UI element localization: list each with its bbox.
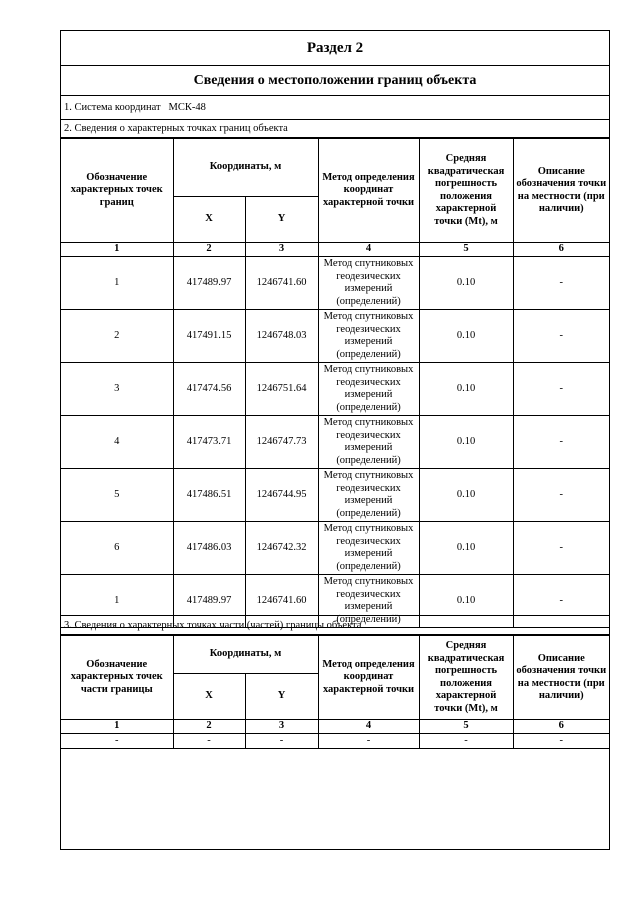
point-method: Метод спутниковых геодезических измерений (определений) (318, 257, 419, 310)
point-x: 417486.03 (173, 522, 245, 575)
header-error: Средняя квадратическая погрешность положения характерной точки (Mt), м (419, 139, 513, 243)
coord-system-line (61, 96, 609, 120)
header-part-point-designation: Обозначение характерных точек части границы (61, 636, 173, 720)
point-x: 417491.15 (173, 310, 245, 363)
column-number-row (61, 720, 609, 734)
header-method: Метод определения координат характерной точки (318, 139, 419, 243)
points-heading: 2. Сведения о характерных точках границ объекта (61, 120, 609, 138)
column-number: 1 (61, 243, 173, 257)
table-row (61, 522, 609, 575)
table-row (61, 363, 609, 416)
header-description: Описание обозначения точки на местности (при наличии) (513, 636, 609, 720)
header-method: Метод определения координат характерной точки (318, 636, 419, 720)
point-method: Метод спутниковых геодезических измерений (определений) (318, 416, 419, 469)
point-description: - (513, 257, 609, 310)
point-method: Метод спутниковых геодезических измерений (определений) (318, 469, 419, 522)
header-y: Y (245, 197, 318, 243)
empty-cell: - (419, 734, 513, 749)
header-y: Y (245, 674, 318, 720)
point-x: 417486.51 (173, 469, 245, 522)
point-y: 1246741.60 (245, 257, 318, 310)
table-row (61, 734, 609, 749)
point-description: - (513, 522, 609, 575)
point-x: 417489.97 (173, 257, 245, 310)
column-number: 2 (173, 720, 245, 734)
point-method: Метод спутниковых геодезических измерений (определений) (318, 522, 419, 575)
point-y: 1246744.95 (245, 469, 318, 522)
point-error: 0.10 (419, 522, 513, 575)
coord-system-label: 1. Система координат (64, 102, 161, 113)
empty-cell: - (61, 734, 173, 749)
header-x: X (173, 674, 245, 720)
point-id: 5 (61, 469, 173, 522)
point-description: - (513, 310, 609, 363)
part-points-table (61, 635, 609, 749)
column-number: 4 (318, 243, 419, 257)
column-number: 1 (61, 720, 173, 734)
point-id: 1 (61, 257, 173, 310)
empty-cell: - (513, 734, 609, 749)
header-point-designation: Обозначение характерных точек границ (61, 139, 173, 243)
point-id: 1 (61, 575, 173, 628)
point-x: 417474.56 (173, 363, 245, 416)
column-number: 2 (173, 243, 245, 257)
point-description: - (513, 416, 609, 469)
point-y: 1246741.60 (245, 575, 318, 628)
part-heading: 3. Сведения о характерных точках части (частей) границы объекта (61, 615, 609, 635)
point-x: 417473.71 (173, 416, 245, 469)
table-row (61, 310, 609, 363)
section-subtitle: Сведения о местоположении границ объекта (61, 66, 609, 96)
point-y: 1246742.32 (245, 522, 318, 575)
table-row (61, 416, 609, 469)
empty-cell: - (173, 734, 245, 749)
point-description: - (513, 363, 609, 416)
column-number: 5 (419, 720, 513, 734)
point-method: Метод спутниковых геодезических измерений (определений) (318, 363, 419, 416)
point-id: 6 (61, 522, 173, 575)
point-x: 417489.97 (173, 575, 245, 628)
point-method: Метод спутниковых геодезических измерений (определений) (318, 575, 419, 628)
header-x: X (173, 197, 245, 243)
point-y: 1246747.73 (245, 416, 318, 469)
column-number: 6 (513, 720, 609, 734)
section-title: Раздел 2 (61, 31, 609, 66)
point-y: 1246748.03 (245, 310, 318, 363)
point-id: 3 (61, 363, 173, 416)
column-number: 6 (513, 243, 609, 257)
table-row (61, 257, 609, 310)
header-coordinates: Координаты, м (173, 139, 318, 197)
column-number: 3 (245, 243, 318, 257)
point-id: 2 (61, 310, 173, 363)
point-description: - (513, 469, 609, 522)
column-number-row (61, 243, 609, 257)
column-number: 4 (318, 720, 419, 734)
coord-system-value: МСК-48 (168, 102, 206, 113)
empty-cell: - (318, 734, 419, 749)
point-error: 0.10 (419, 469, 513, 522)
document-frame (60, 30, 610, 850)
boundary-points-table (61, 138, 609, 628)
point-error: 0.10 (419, 575, 513, 628)
header-error: Средняя квадратическая погрешность положения характерной точки (Mt), м (419, 636, 513, 720)
point-error: 0.10 (419, 310, 513, 363)
table-row (61, 469, 609, 522)
header-coordinates: Координаты, м (173, 636, 318, 674)
point-id: 4 (61, 416, 173, 469)
point-error: 0.10 (419, 416, 513, 469)
point-error: 0.10 (419, 257, 513, 310)
point-method: Метод спутниковых геодезических измерений (определений) (318, 310, 419, 363)
column-number: 5 (419, 243, 513, 257)
point-description: - (513, 575, 609, 628)
point-error: 0.10 (419, 363, 513, 416)
column-number: 3 (245, 720, 318, 734)
empty-cell: - (245, 734, 318, 749)
header-description: Описание обозначения точки на местности (при наличии) (513, 139, 609, 243)
point-y: 1246751.64 (245, 363, 318, 416)
